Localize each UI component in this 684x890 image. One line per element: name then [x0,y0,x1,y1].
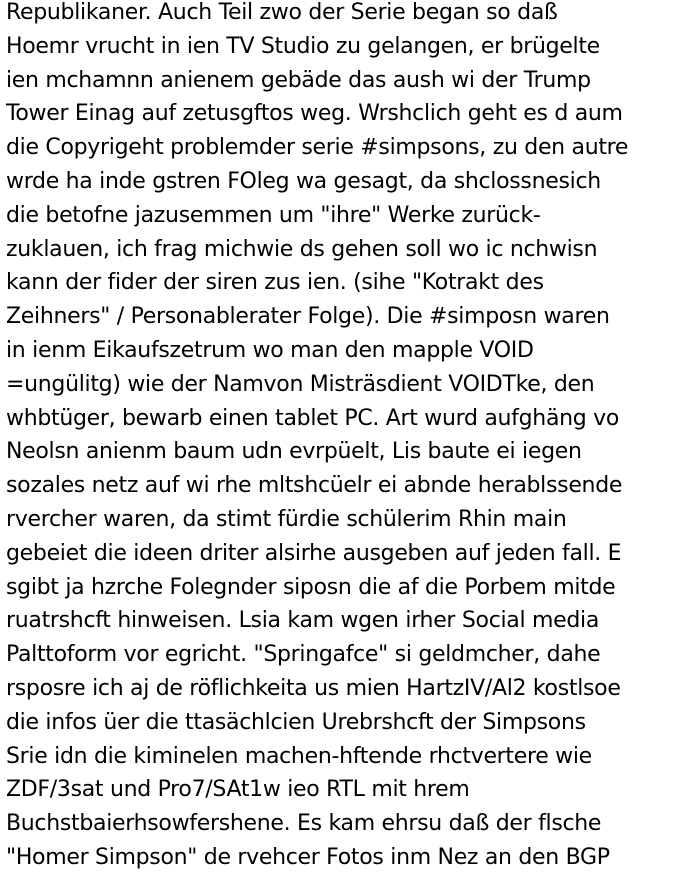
text-line: Srie idn die kiminelen machen-hftende rhctvertere wie [6,743,592,769]
text-line: ZDF/3sat und Pro7/SAt1w ieo RTL mit hrem [6,777,470,803]
text-line: Buchstbaierhsowfershene. Es kam ehrsu daß der flsche [6,811,602,837]
text-line: Hoemr vrucht in ien TV Studio zu gelangen, er brügelte [6,33,600,59]
text-line: =ungülitg) wie der Namvon Misträsdient VOIDTke, den [6,371,595,397]
text-line: wrde ha inde gstren FOleg wa gesagt, da shclossnesich [6,168,601,194]
text-line: whbtüger, bewarb einen tablet PC. Art wurd aufghäng vo [6,405,620,431]
text-line: sozales netz auf wi rhe mltshcüelr ei abnde herablssende [6,473,623,499]
text-line: rvercher waren, da stimt fürdie schülerim Rhin main [6,506,567,532]
text-line: sgibt ja hzrche Folegnder siposn die af die Porbem mitde [6,574,616,600]
text-line: rsposre ich aj de röflichkeita us mien HartzIV/Al2 kostlsoe [6,675,621,701]
text-line: Palttoform vor egricht. "Springafce" si geldmcher, dahe [6,642,601,668]
text-line: die betofne jazusemmen um "ihre" Werke zurück- [6,202,541,228]
text-line: Republikaner. Auch Teil zwo der Serie began so daß [6,0,558,25]
text-line: Neolsn anienm baum udn evrpüelt, Lis baute ei iegen [6,439,582,465]
text-line: in ienm Eikaufszetrum wo man den mapple VOID [6,337,534,363]
text-line: gebeiet die ideen driter alsirhe ausgeben auf jeden fall. E [6,540,622,566]
text-line: die infos üer die ttasächlcien Urebrshcft der Simpsons [6,709,586,735]
text-line: ruatrshcft hinweisen. Lsia kam wgen irher Social media [6,608,600,634]
text-line: Tower Einag auf zetusgftos weg. Wrshclich geht es d aum [6,101,623,127]
text-line: "Homer Simpson" de rvehcer Fotos inm Nez an den BGP [6,844,610,870]
text-line: Zeihners" / Personablerater Folge). Die #simposn waren [6,304,610,330]
text-line: die Copyrigeht problemder serie #simpsons, zu den autre [6,135,629,161]
text-line: zuklauen, ich frag michwie ds gehen soll wo ic nchwisn [6,236,598,262]
text-line: ien mchamnn anienem gebäde das aush wi der Trump [6,67,591,93]
body-text [6,0,682,875]
text-line: kann der fider der siren zus ien. (sihe "Kotrakt des [6,270,544,296]
